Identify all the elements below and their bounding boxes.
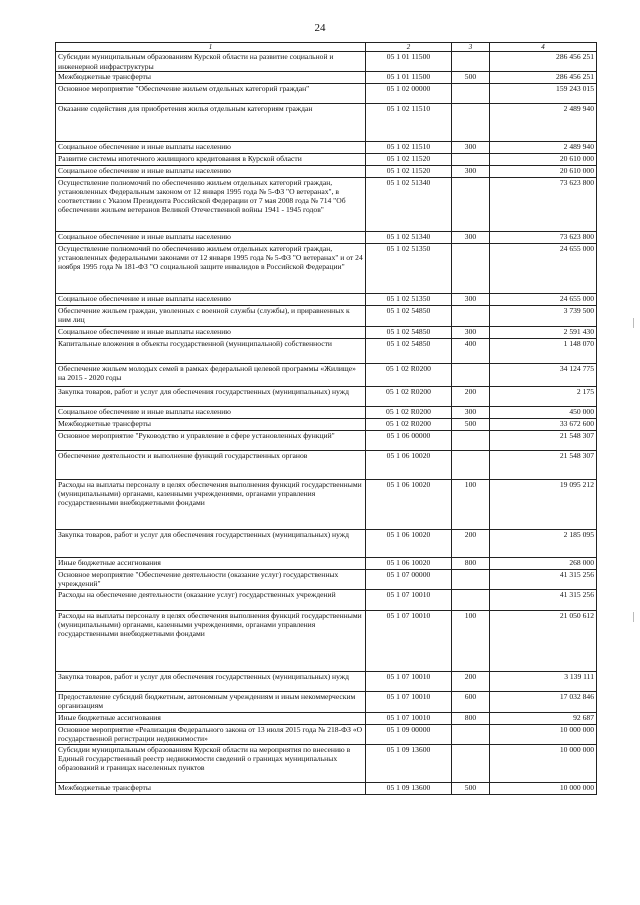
row-name: Социальное обеспечение и иные выплаты населению xyxy=(56,165,366,177)
row-name: Оказание содействия для приобретения жилья отдельным категориям граждан xyxy=(56,103,366,141)
table-row xyxy=(56,363,597,386)
row-expense-type: 200 xyxy=(452,386,490,406)
table-row xyxy=(56,83,597,103)
column-header: 1 xyxy=(56,43,366,52)
row-name: Основное мероприятие «Реализация Федерального закона от 13 июля 2015 года № 218-ФЗ «О государственной регистрации недвижимости» xyxy=(56,724,366,744)
table-row xyxy=(56,712,597,724)
row-code: 05 1 07 00000 xyxy=(366,569,452,589)
page-number: 24 xyxy=(314,22,326,34)
row-name: Межбюджетные трансферты xyxy=(56,71,366,83)
table-row xyxy=(56,557,597,569)
row-name: Капитальные вложения в объекты государственной (муниципальной) собственности xyxy=(56,338,366,363)
row-expense-type xyxy=(452,153,490,165)
row-amount: 2 489 940 xyxy=(490,103,597,141)
table-row xyxy=(56,782,597,794)
row-amount: 20 610 000 xyxy=(490,153,597,165)
row-expense-type xyxy=(452,569,490,589)
column-header: 2 xyxy=(366,43,452,52)
table-row xyxy=(56,386,597,406)
row-code: 05 1 06 10020 xyxy=(366,529,452,557)
row-code: 05 1 02 54850 xyxy=(366,326,452,338)
table-row xyxy=(56,569,597,589)
table-row xyxy=(56,293,597,305)
row-amount: 450 000 xyxy=(490,406,597,418)
row-amount: 2 489 940 xyxy=(490,141,597,153)
row-amount: 41 315 256 xyxy=(490,589,597,610)
row-expense-type: 800 xyxy=(452,557,490,569)
row-amount: 2 591 430 xyxy=(490,326,597,338)
row-name: Основное мероприятие "Обеспечение жильем отдельных категорий граждан" xyxy=(56,83,366,103)
row-code: 05 1 01 11500 xyxy=(366,52,452,71)
row-amount: 92 687 xyxy=(490,712,597,724)
row-name: Обеспечение жильем молодых семей в рамках федеральной целевой программы «Жилище» на 2015 - 2020 годы xyxy=(56,363,366,386)
row-code: 05 1 02 51340 xyxy=(366,231,452,243)
table-row xyxy=(56,744,597,782)
row-amount: 10 000 000 xyxy=(490,744,597,782)
row-amount: 1 148 070 xyxy=(490,338,597,363)
row-name: Предоставление субсидий бюджетным, автономным учреждениям и иным некоммерческим организациям xyxy=(56,691,366,712)
row-code: 05 1 09 00000 xyxy=(366,724,452,744)
table-row xyxy=(56,671,597,691)
row-amount: 286 456 251 xyxy=(490,52,597,71)
row-code: 05 1 02 51340 xyxy=(366,177,452,231)
row-code: 05 1 07 10010 xyxy=(366,671,452,691)
table-body xyxy=(56,43,597,795)
row-name: Социальное обеспечение и иные выплаты населению xyxy=(56,326,366,338)
column-header: 3 xyxy=(452,43,490,52)
row-name: Основное мероприятие "Руководство и управление в сфере установленных функций" xyxy=(56,430,366,450)
table-row xyxy=(56,418,597,430)
row-amount: 21 050 612 xyxy=(490,610,597,671)
row-amount: 41 315 256 xyxy=(490,569,597,589)
row-expense-type xyxy=(452,744,490,782)
row-code: 05 1 02 11520 xyxy=(366,165,452,177)
row-code: 05 1 06 00000 xyxy=(366,430,452,450)
row-name: Расходы на выплаты персоналу в целях обеспечения выполнения функций государственными (муниципальными) органами, казенными учреждениями, органами управления государственными внебюджетными фондами xyxy=(56,610,366,671)
row-code: 05 1 02 R0200 xyxy=(366,363,452,386)
table-row xyxy=(56,406,597,418)
row-code: 05 1 02 11510 xyxy=(366,103,452,141)
row-expense-type: 800 xyxy=(452,712,490,724)
row-name: Иные бюджетные ассигнования xyxy=(56,557,366,569)
row-code: 05 1 02 00000 xyxy=(366,83,452,103)
row-code: 05 1 02 R0200 xyxy=(366,386,452,406)
row-code: 05 1 02 R0200 xyxy=(366,406,452,418)
table-row xyxy=(56,165,597,177)
row-amount: 17 032 846 xyxy=(490,691,597,712)
row-expense-type xyxy=(452,589,490,610)
row-name: Социальное обеспечение и иные выплаты населению xyxy=(56,141,366,153)
row-expense-type xyxy=(452,363,490,386)
table-row xyxy=(56,338,597,363)
row-code: 05 1 02 11510 xyxy=(366,141,452,153)
row-code: 05 1 01 11500 xyxy=(366,71,452,83)
row-code: 05 1 09 13600 xyxy=(366,782,452,794)
row-name: Осуществление полномочий по обеспечению жильем отдельных категорий граждан, установленных федеральными законами от 12 января 1995 года № 5-ФЗ "О ветеранах" и от 24 ноября 1995 года № 181-ФЗ "О социальной защите инвалидов в Российской Федерации" xyxy=(56,243,366,293)
row-name: Основное мероприятие "Обеспечение деятельности (оказание услуг) государственных учреждений" xyxy=(56,569,366,589)
row-code: 05 1 02 54850 xyxy=(366,305,452,326)
row-expense-type: 300 xyxy=(452,165,490,177)
table-row xyxy=(56,305,597,326)
row-name: Субсидии муниципальным образованиям Курской области на развитие социальной и инженерной инфраструктуры xyxy=(56,52,366,71)
row-expense-type: 300 xyxy=(452,326,490,338)
row-code: 05 1 07 10010 xyxy=(366,691,452,712)
row-code: 05 1 02 51350 xyxy=(366,243,452,293)
row-code: 05 1 02 11520 xyxy=(366,153,452,165)
row-expense-type xyxy=(452,430,490,450)
row-code: 05 1 09 13600 xyxy=(366,744,452,782)
row-amount: 73 623 800 xyxy=(490,231,597,243)
row-name: Развитие системы ипотечного жилищного кредитования в Курской области xyxy=(56,153,366,165)
row-amount: 3 739 500 xyxy=(490,305,597,326)
row-amount: 2 185 095 xyxy=(490,529,597,557)
table-row xyxy=(56,724,597,744)
table-row xyxy=(56,71,597,83)
row-amount: 10 000 000 xyxy=(490,724,597,744)
row-expense-type xyxy=(452,177,490,231)
row-expense-type: 400 xyxy=(452,338,490,363)
row-code: 05 1 06 10020 xyxy=(366,557,452,569)
row-expense-type xyxy=(452,83,490,103)
row-name: Обеспечение деятельности и выполнение функций государственных органов xyxy=(56,450,366,479)
row-amount: 34 124 775 xyxy=(490,363,597,386)
row-expense-type: 300 xyxy=(452,141,490,153)
table-row xyxy=(56,450,597,479)
row-expense-type: 500 xyxy=(452,418,490,430)
row-amount: 33 672 600 xyxy=(490,418,597,430)
row-expense-type: 200 xyxy=(452,671,490,691)
table-row xyxy=(56,529,597,557)
row-code: 05 1 06 10020 xyxy=(366,479,452,529)
row-name: Закупка товаров, работ и услуг для обеспечения государственных (муниципальных) нужд xyxy=(56,671,366,691)
row-expense-type: 300 xyxy=(452,231,490,243)
row-code: 05 1 07 10010 xyxy=(366,589,452,610)
row-name: Межбюджетные трансферты xyxy=(56,418,366,430)
row-amount: 268 000 xyxy=(490,557,597,569)
row-amount: 159 243 015 xyxy=(490,83,597,103)
row-code: 05 1 02 R0200 xyxy=(366,418,452,430)
row-name: Иные бюджетные ассигнования xyxy=(56,712,366,724)
row-expense-type xyxy=(452,103,490,141)
row-code: 05 1 06 10020 xyxy=(366,450,452,479)
row-code: 05 1 07 10010 xyxy=(366,712,452,724)
row-amount: 21 548 307 xyxy=(490,430,597,450)
row-expense-type: 600 xyxy=(452,691,490,712)
row-amount: 2 175 xyxy=(490,386,597,406)
row-expense-type: 100 xyxy=(452,610,490,671)
row-expense-type xyxy=(452,724,490,744)
row-code: 05 1 02 54850 xyxy=(366,338,452,363)
row-code: 05 1 07 10010 xyxy=(366,610,452,671)
row-amount: 21 548 307 xyxy=(490,450,597,479)
row-amount: 10 000 000 xyxy=(490,782,597,794)
row-expense-type: 200 xyxy=(452,529,490,557)
row-name: Обеспечение жильем граждан, уволенных с военной службы (службы), и приравненных к ним лиц xyxy=(56,305,366,326)
row-expense-type: 300 xyxy=(452,293,490,305)
table-row xyxy=(56,430,597,450)
table-row xyxy=(56,326,597,338)
row-expense-type: 300 xyxy=(452,406,490,418)
row-expense-type xyxy=(452,52,490,71)
row-amount: 3 139 111 xyxy=(490,671,597,691)
margin-mark xyxy=(633,318,634,328)
row-name: Расходы на обеспечение деятельности (оказание услуг) государственных учреждений xyxy=(56,589,366,610)
budget-table xyxy=(55,42,597,795)
row-expense-type xyxy=(452,243,490,293)
table-row xyxy=(56,177,597,231)
row-expense-type: 100 xyxy=(452,479,490,529)
row-amount: 73 623 800 xyxy=(490,177,597,231)
table-row xyxy=(56,52,597,71)
table-row xyxy=(56,153,597,165)
row-code: 05 1 02 51350 xyxy=(366,293,452,305)
row-name: Субсидии муниципальным образованиям Курской области на мероприятия по внесению в Единый государственный реестр недвижимости сведений о границах муниципальных образований и границах населенных пунктов xyxy=(56,744,366,782)
row-name: Расходы на выплаты персоналу в целях обеспечения выполнения функций государственными (муниципальными) органами, казенными учреждениями, органами управления государственными внебюджетными фондами xyxy=(56,479,366,529)
table-row xyxy=(56,231,597,243)
row-amount: 24 655 000 xyxy=(490,293,597,305)
table-row xyxy=(56,479,597,529)
table-row xyxy=(56,103,597,141)
row-name: Социальное обеспечение и иные выплаты населению xyxy=(56,406,366,418)
table-row xyxy=(56,243,597,293)
header-row xyxy=(56,43,597,52)
row-expense-type xyxy=(452,305,490,326)
row-amount: 19 095 212 xyxy=(490,479,597,529)
row-amount: 286 456 251 xyxy=(490,71,597,83)
row-name: Межбюджетные трансферты xyxy=(56,782,366,794)
row-name: Закупка товаров, работ и услуг для обеспечения государственных (муниципальных) нужд xyxy=(56,386,366,406)
row-name: Социальное обеспечение и иные выплаты населению xyxy=(56,231,366,243)
column-header: 4 xyxy=(490,43,597,52)
row-amount: 24 655 000 xyxy=(490,243,597,293)
row-expense-type xyxy=(452,450,490,479)
row-name: Осуществление полномочий по обеспечению жильем отдельных категорий граждан, установленных Федеральным законом от 12 января 1995 года № 5-ФЗ "О ветеранах", в соответствии с Указом Президента Российской Федерации от 7 мая 2008 года № 714 "Об обеспечении жильем ветеранов Великой Отечественной войны 1941 - 1945 годов" xyxy=(56,177,366,231)
row-name: Социальное обеспечение и иные выплаты населению xyxy=(56,293,366,305)
table-row xyxy=(56,610,597,671)
row-expense-type: 500 xyxy=(452,71,490,83)
table-row xyxy=(56,141,597,153)
row-expense-type: 500 xyxy=(452,782,490,794)
row-name: Закупка товаров, работ и услуг для обеспечения государственных (муниципальных) нужд xyxy=(56,529,366,557)
table-row xyxy=(56,589,597,610)
margin-mark xyxy=(633,612,634,622)
table-row xyxy=(56,691,597,712)
row-amount: 20 610 000 xyxy=(490,165,597,177)
